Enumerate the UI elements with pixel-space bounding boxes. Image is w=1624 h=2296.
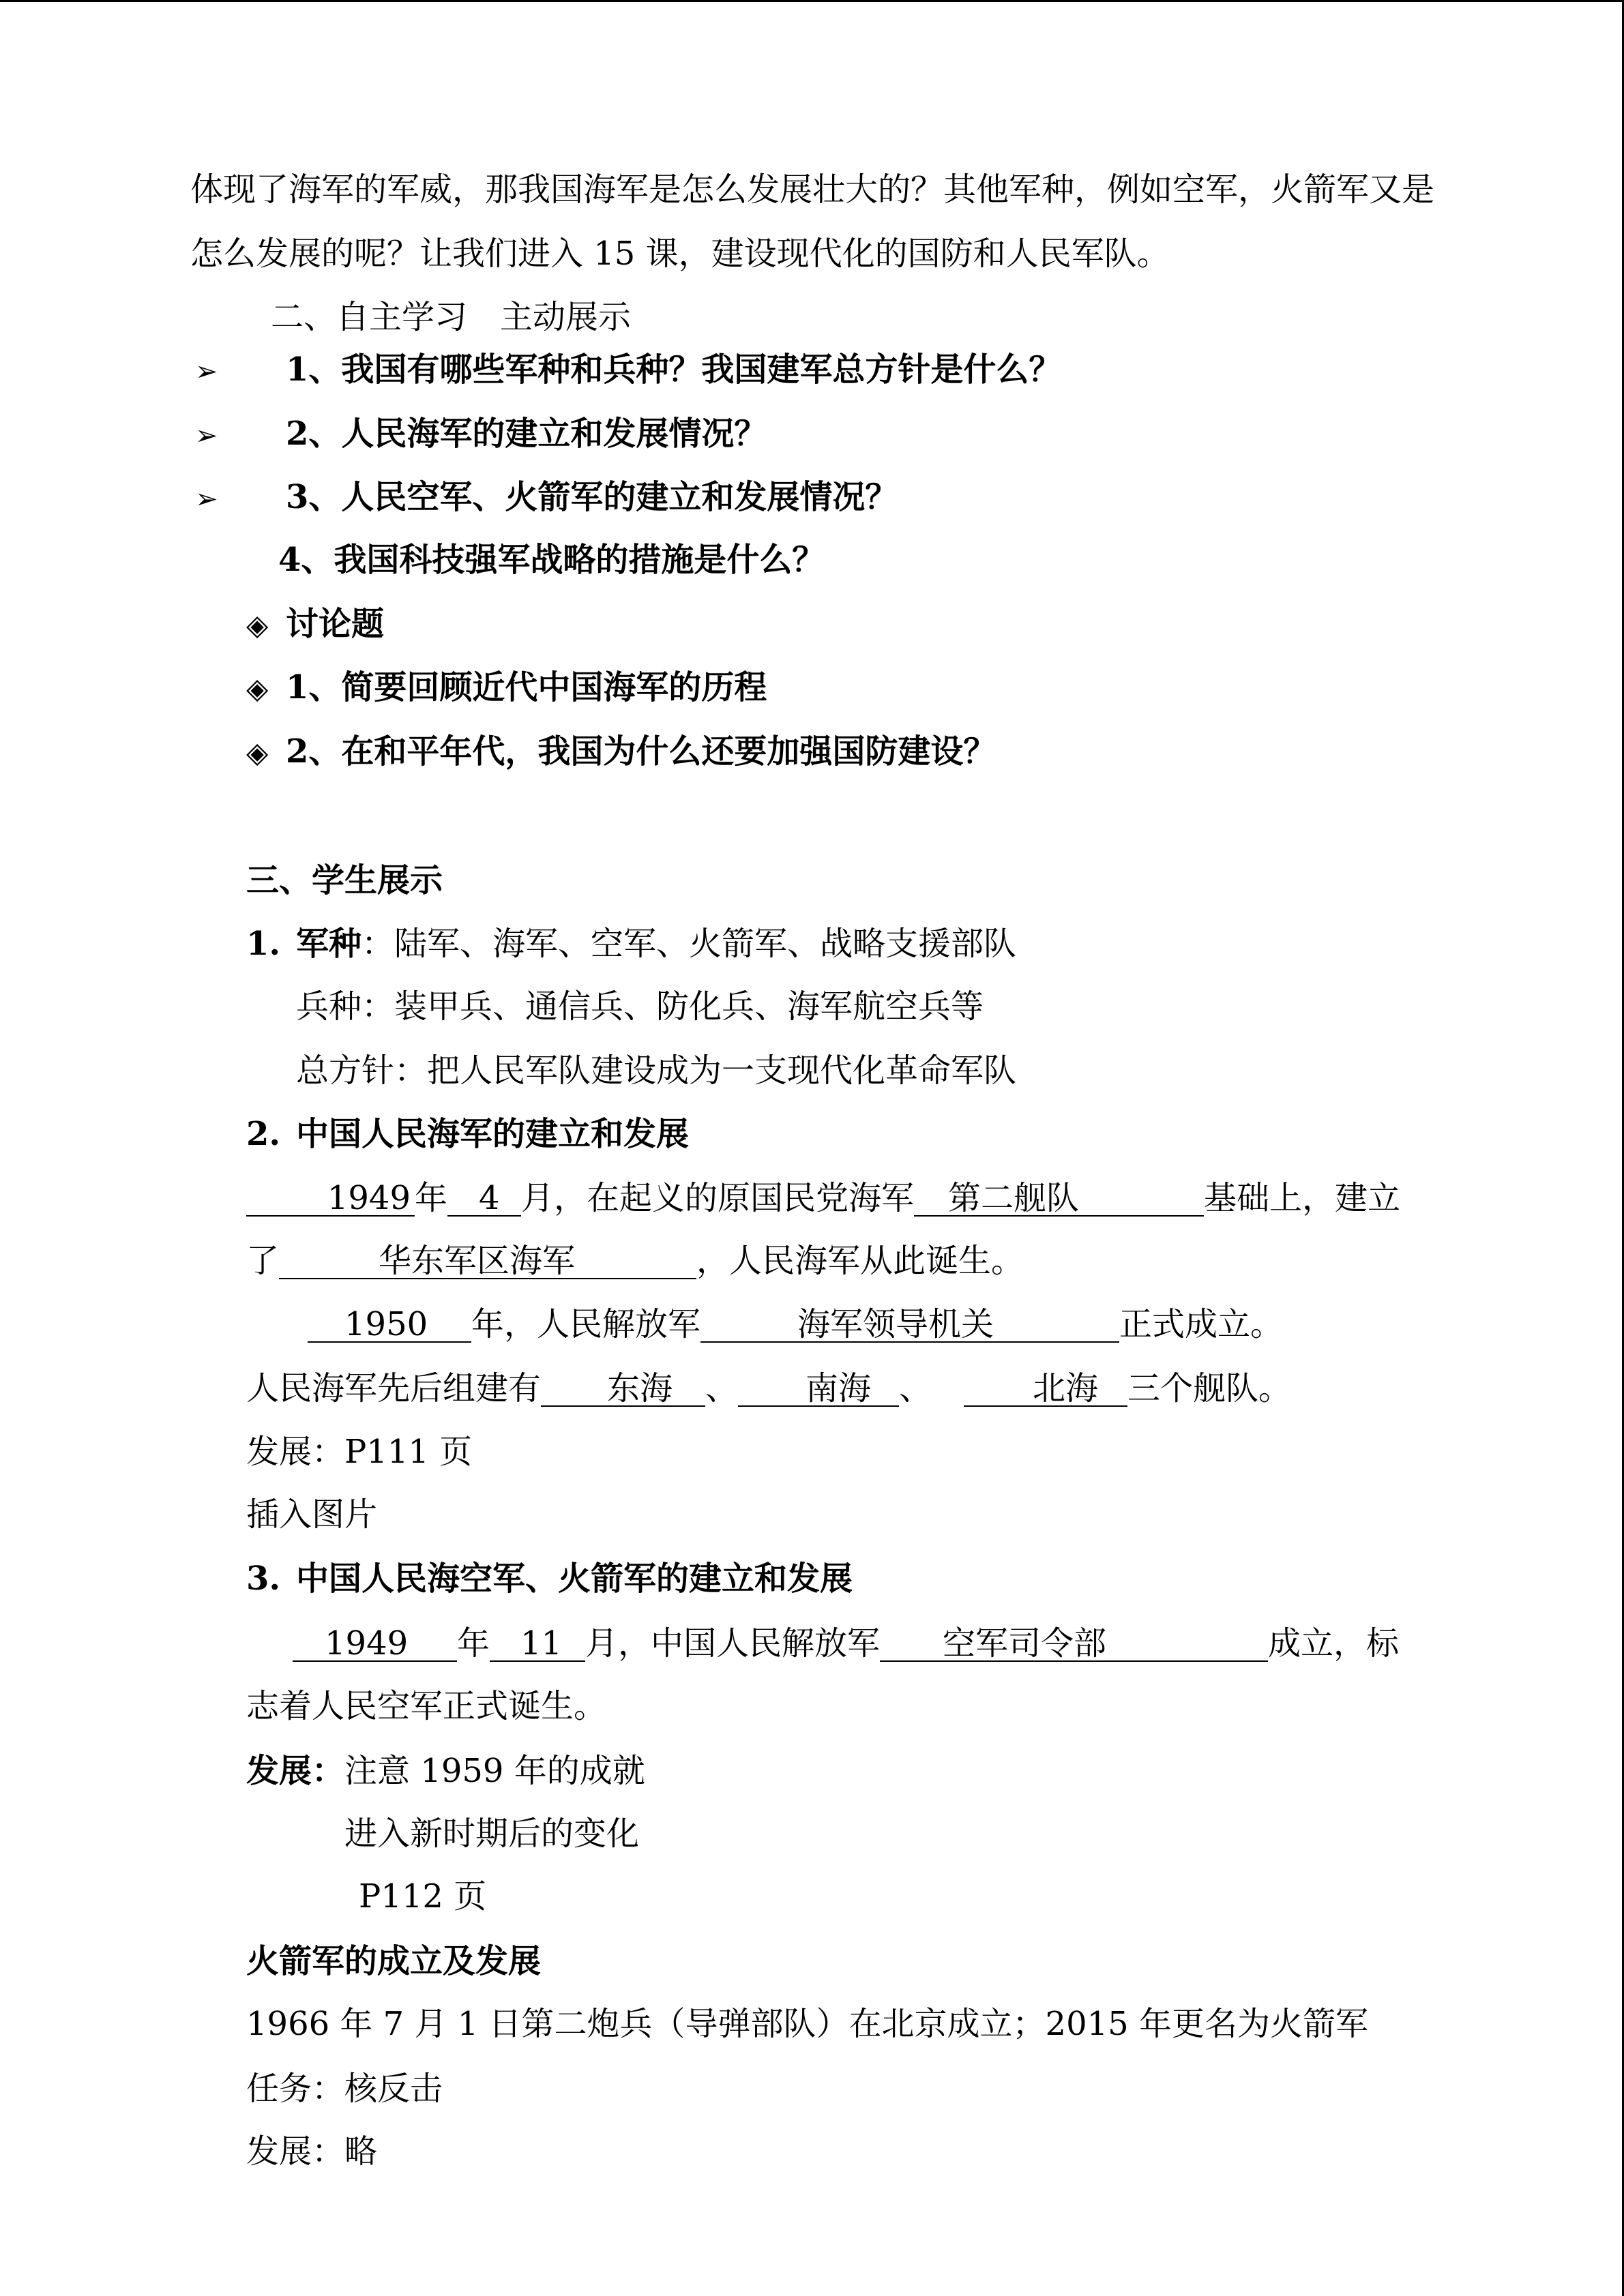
sentence-text: 成立，标 [1268,1624,1400,1663]
discussion-question-1 [246,668,767,706]
blank-organization: 海军领导机关 [700,1307,1119,1343]
question-2 [195,415,767,453]
blank-month: 11 [490,1626,585,1662]
item2-development: 发展：P111 页 [246,1433,473,1471]
question-text: 3、人民空军、火箭军的建立和发展情况？ [286,478,898,516]
item3-title: 中国人民海空军、火箭军的建立和发展 [296,1560,853,1598]
rocket-force-task: 任务：核反击 [246,2070,443,2108]
sentence-text: ，人民海军从此诞生。 [696,1242,1024,1280]
item2-sentence-1 [246,1179,1400,1217]
item2-title-line [246,1115,689,1153]
item2-sentence-2 [246,1242,1024,1280]
blank-fleet: 第二舰队 [914,1181,1204,1217]
rocket-force-development: 发展：略 [246,2132,378,2171]
question-text: 2、人民海军的建立和发展情况？ [286,415,767,453]
intro-line-2: 怎么发展的呢？让我们进入 15 课，建设现代化的国防和人民军队。 [190,235,1170,273]
discussion-question-2 [246,732,996,771]
blank-year: 1949 [293,1626,457,1662]
sentence-text: 人民海军先后组建有 [246,1369,542,1407]
item3-development-line-1: 进入新时期后的变化 [344,1815,640,1853]
sentence-text: 三个舰队。 [1127,1369,1292,1407]
question-3 [195,478,898,516]
item1-label: 军种 [296,925,362,963]
sentence-text: 年 [457,1624,490,1663]
diamond-bullet-icon: ◈ [246,736,269,769]
discussion-question-text: 2、在和平年代，我国为什么还要加强国防建设？ [286,732,996,771]
sentence-text: 月，中国人民解放军 [585,1624,881,1663]
sentence-text: 月，在起义的原国民党海军 [521,1179,915,1217]
separator: 、 [899,1369,932,1407]
sentence-text: 年 [415,1179,448,1217]
blank-organization: 空军司令部 [880,1626,1268,1662]
diamond-bullet-icon: ◈ [246,672,269,705]
blank-year: 1950 [308,1307,471,1343]
item1-number: 1. [246,925,281,963]
blank-fleet-south: 南海 [738,1371,899,1407]
item3-development [246,1752,645,1790]
sentence-text: 了 [246,1242,280,1280]
discussion-heading-text: 讨论题 [286,605,385,643]
item2-sentence-3 [308,1305,1283,1343]
arrow-bullet-icon: ➢ [195,420,218,451]
item1-branches: 兵种：装甲兵、通信兵、防化兵、海军航空兵等 [296,987,984,1026]
development-text: 注意 1959 年的成就 [344,1752,645,1790]
item2-title: 中国人民海军的建立和发展 [296,1115,690,1153]
sentence-text: 正式成立。 [1119,1305,1284,1343]
item2-sentence-4 [246,1369,1291,1407]
blank-year: 1949 [246,1181,415,1217]
item3-title-line [246,1560,853,1598]
sentence-text: 年，人民解放军 [471,1305,701,1343]
blank-month: 4 [447,1181,521,1217]
arrow-bullet-icon: ➢ [195,483,218,515]
rocket-force-title: 火箭军的成立及发展 [246,1942,542,1980]
arrow-bullet-icon: ➢ [195,356,218,387]
rocket-force-history: 1966 年 7 月 1 日第二炮兵（导弹部队）在北京成立；2015 年更名为火箭军 [246,2005,1368,2043]
question-4: 4、我国科技强军战略的措施是什么？ [278,541,825,579]
item3-sentence-1 [293,1624,1399,1663]
separator: 、 [705,1369,739,1407]
discussion-heading [246,605,384,643]
item3-sentence-2: 志着人民空军正式诞生。 [246,1687,607,1725]
intro-line-1: 体现了海军的军威，那我国海军是怎么发展壮大的？其他军种，例如空军，火箭军又是 [190,170,1435,209]
item1-text: ：陆军、海军、空军、火箭军、战略支援部队 [361,925,1017,963]
student-show-heading: 三、学生展示 [246,861,443,899]
blank-fleet-east: 东海 [541,1371,705,1407]
item3-number: 3. [246,1560,281,1598]
item1-services [246,925,1016,963]
item2-insert-image: 插入图片 [246,1495,378,1534]
blank-fleet-north: 北海 [964,1371,1127,1407]
item3-development-line-2: P112 页 [359,1877,487,1915]
discussion-question-text: 1、简要回顾近代中国海军的历程 [286,668,767,706]
item1-principle: 总方针：把人民军队建设成为一支现代化革命军队 [296,1052,1017,1090]
question-1 [195,351,1061,389]
item2-number: 2. [246,1115,281,1153]
blank-navy: 华东军区海军 [279,1244,696,1279]
sentence-text: 基础上，建立 [1204,1179,1401,1217]
diamond-bullet-icon: ◈ [246,608,269,642]
question-text: 1、我国有哪些军种和兵种？我国建军总方针是什么？ [286,351,1062,389]
development-label: 发展： [246,1752,345,1790]
self-study-heading: 二、自主学习 主动展示 [271,298,632,336]
